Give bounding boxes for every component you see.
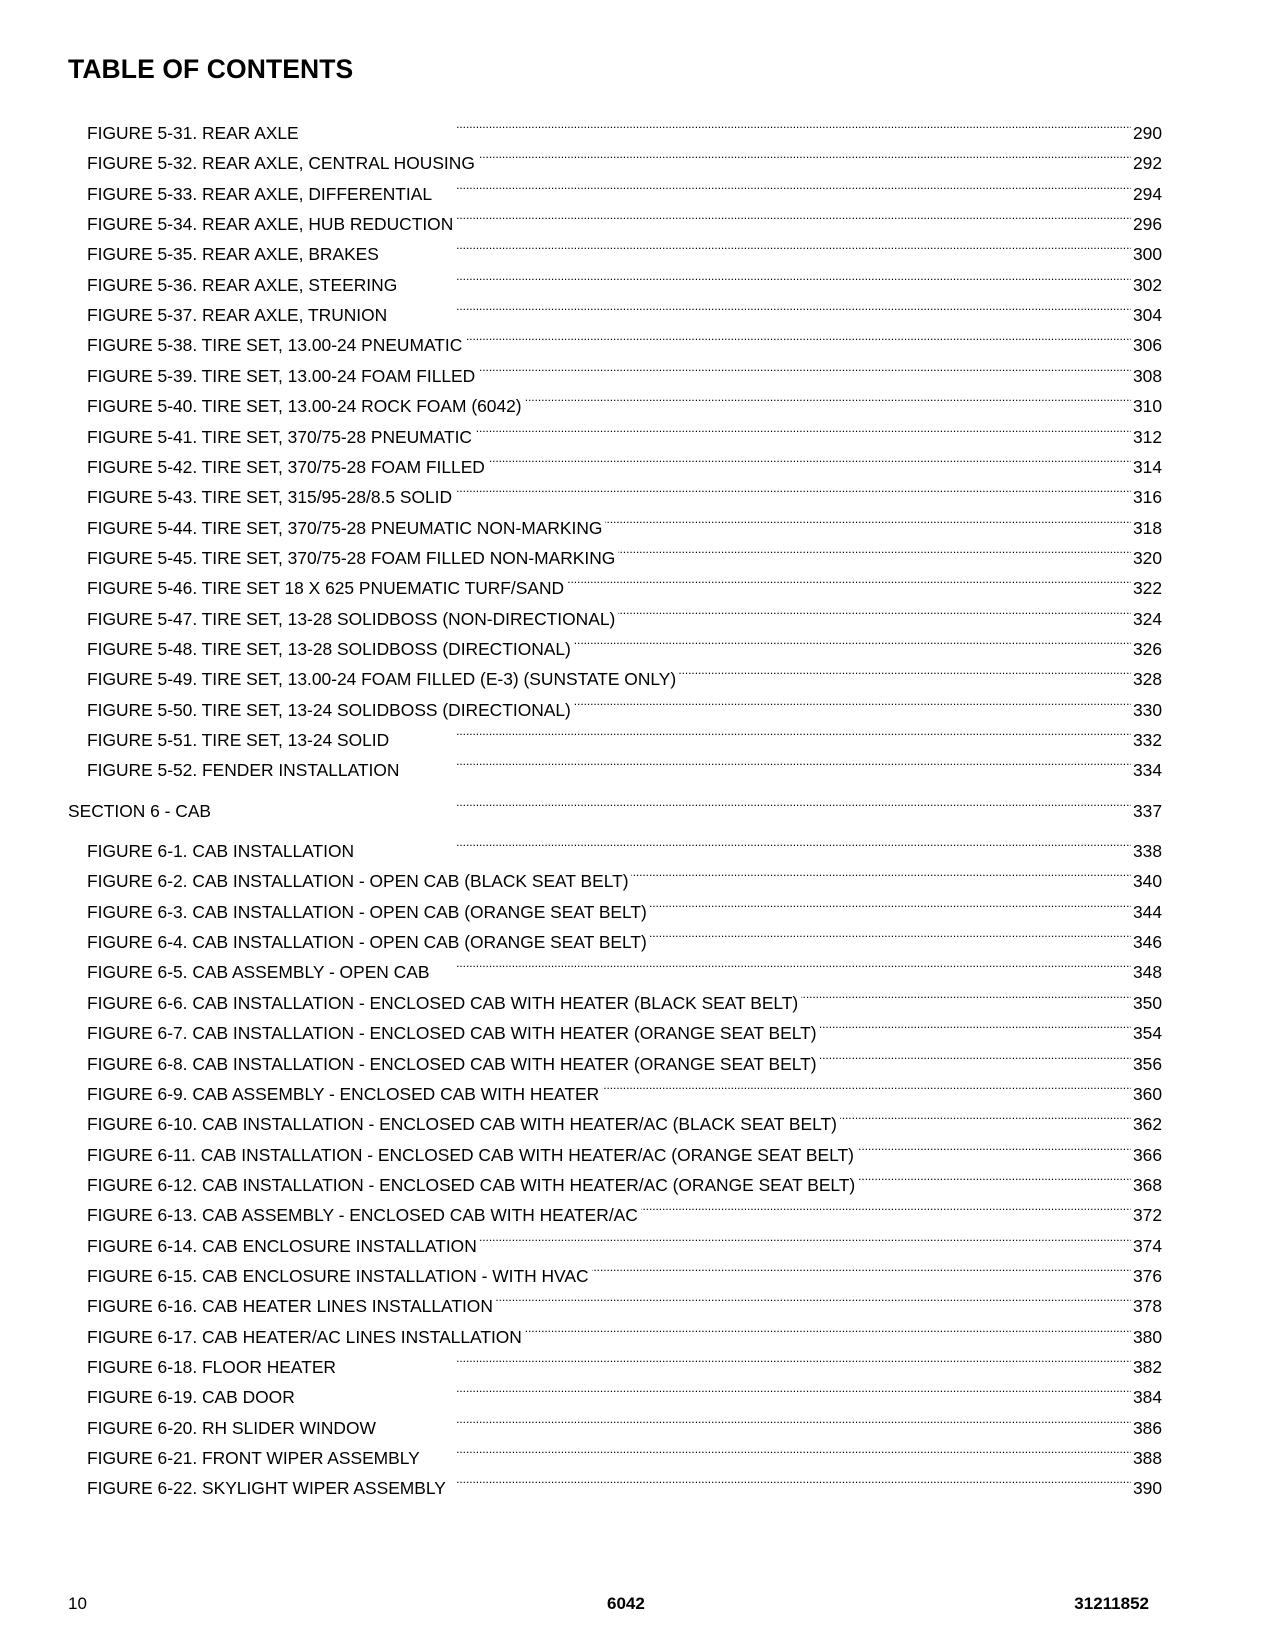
dot-leader	[435, 170, 1131, 200]
dot-leader	[475, 413, 1131, 443]
toc-entry[interactable]	[0, 827, 1275, 862]
dot-leader	[602, 1070, 1131, 1100]
toc-entry-label: FIGURE 6-12. CAB INSTALLATION - ENCLOSED CAB WITH HEATER/AC (ORANGE SEAT BELT)	[87, 1174, 856, 1195]
dot-leader	[618, 595, 1131, 625]
toc-entry[interactable]	[0, 230, 1275, 265]
toc-entry-label: FIGURE 6-9. CAB ASSEMBLY - ENCLOSED CAB WITH HEATER	[87, 1083, 600, 1104]
toc-entry-page: 314	[1132, 456, 1162, 477]
dot-leader	[402, 746, 1131, 776]
dot-leader	[379, 1404, 1131, 1434]
toc-entry[interactable]	[0, 1434, 1275, 1469]
toc-entry-label: FIGURE 5-44. TIRE SET, 370/75-28 PNEUMATIC NON-MARKING	[87, 517, 603, 538]
toc-entry[interactable]	[0, 1282, 1275, 1317]
toc-entry-label: FIGURE 5-46. TIRE SET 18 X 625 PNUEMATIC TURF/SAND	[87, 578, 565, 599]
toc-entry-page: 386	[1132, 1417, 1162, 1438]
toc-entry[interactable]	[0, 170, 1275, 204]
toc-entry-label: FIGURE 5-47. TIRE SET, 13-28 SOLIDBOSS (NON-DIRECTIONAL)	[87, 608, 616, 629]
toc-entry-label: FIGURE 6-19. CAB DOOR	[87, 1387, 295, 1408]
toc-entry-label: FIGURE 5-36. REAR AXLE, STEERING	[87, 274, 398, 295]
toc-entry-label: FIGURE 6-17. CAB HEATER/AC LINES INSTALLATION	[87, 1326, 522, 1347]
toc-entry[interactable]	[0, 1009, 1275, 1044]
toc-entry-label: FIGURE 5-49. TIRE SET, 13.00-24 FOAM FILLED (E-3) (SUNSTATE ONLY)	[87, 669, 677, 690]
dot-leader	[574, 625, 1131, 655]
dot-leader	[456, 200, 1131, 230]
toc-entry-label: FIGURE 6-8. CAB INSTALLATION - ENCLOSED CAB WITH HEATER (ORANGE SEAT BELT)	[87, 1053, 817, 1074]
toc-entry-label: FIGURE 5-45. TIRE SET, 370/75-28 FOAM FILLED NON-MARKING	[87, 547, 616, 568]
toc-entry-page: 337	[1132, 800, 1162, 821]
toc-entry-label: FIGURE 5-40. TIRE SET, 13.00-24 ROCK FOAM (6042)	[87, 396, 522, 417]
toc-entry[interactable]	[0, 625, 1275, 659]
toc-entry[interactable]	[0, 352, 1275, 386]
toc-entry-label: FIGURE 6-16. CAB HEATER LINES INSTALLATION	[87, 1296, 493, 1317]
toc-entry-page: 312	[1132, 426, 1162, 447]
dot-leader	[574, 686, 1131, 716]
toc-entry[interactable]	[0, 382, 1275, 417]
toc-entry[interactable]	[0, 109, 1275, 143]
dot-leader	[488, 443, 1131, 473]
toc-entry[interactable]	[0, 888, 1275, 922]
toc-entry[interactable]	[0, 1100, 1275, 1135]
toc-entry-page: 356	[1132, 1053, 1162, 1074]
toc-entry-label: FIGURE 6-6. CAB INSTALLATION - ENCLOSED CAB WITH HEATER (BLACK SEAT BELT)	[87, 992, 799, 1013]
dot-leader	[449, 1464, 1131, 1494]
toc-entry[interactable]	[0, 1222, 1275, 1256]
toc-entry[interactable]	[0, 1191, 1275, 1226]
toc-entry[interactable]	[0, 746, 1275, 781]
toc-entry-label: FIGURE 5-52. FENDER INSTALLATION	[87, 760, 400, 781]
toc-entry[interactable]	[0, 1252, 1275, 1286]
toc-entry-label: FIGURE 6-1. CAB INSTALLATION	[87, 841, 355, 862]
toc-entry-page: 380	[1132, 1326, 1162, 1347]
toc-entry[interactable]	[0, 1373, 1275, 1408]
toc-entry[interactable]	[0, 948, 1275, 983]
toc-entry-page: 338	[1132, 841, 1162, 862]
toc-entry-page: 316	[1132, 487, 1162, 508]
toc-entry-page: 304	[1132, 305, 1162, 326]
dot-leader	[339, 1343, 1131, 1373]
dot-leader	[605, 504, 1131, 534]
toc-entry-page: 324	[1132, 608, 1162, 629]
toc-entry-page: 326	[1132, 638, 1162, 659]
toc-entry-page: 382	[1132, 1357, 1162, 1377]
toc-entry-label: FIGURE 5-37. REAR AXLE, TRUNION	[87, 305, 388, 326]
toc-entry-page: 366	[1132, 1144, 1162, 1165]
toc-entry-label: FIGURE 5-33. REAR AXLE, DIFFERENTIAL	[87, 183, 433, 204]
toc-entry-label: FIGURE 5-43. TIRE SET, 315/95-28/8.5 SOLID	[87, 487, 453, 508]
toc-entry[interactable]	[0, 261, 1275, 295]
dot-leader	[478, 352, 1131, 382]
toc-entry[interactable]	[0, 443, 1275, 477]
toc-entry-label: FIGURE 6-15. CAB ENCLOSURE INSTALLATION - WITH HVAC	[87, 1265, 589, 1286]
toc-entry[interactable]	[0, 139, 1275, 174]
toc-entry[interactable]	[0, 1131, 1275, 1165]
toc-entry-page: 372	[1132, 1205, 1162, 1226]
footer-model: 6042	[607, 1594, 645, 1613]
toc-entry-page: 320	[1132, 547, 1162, 568]
dot-leader	[857, 1131, 1131, 1161]
dot-leader	[432, 948, 1131, 978]
dot-leader	[455, 473, 1131, 503]
dot-leader	[840, 1100, 1131, 1130]
toc-entry[interactable]	[0, 918, 1275, 953]
toc-entry-page: 290	[1132, 123, 1162, 143]
toc-entry-page: 368	[1132, 1174, 1162, 1195]
page-footer	[0, 1594, 1275, 1616]
dot-leader	[382, 230, 1131, 260]
toc-entry-page: 310	[1132, 396, 1162, 417]
toc-entry[interactable]	[0, 1070, 1275, 1104]
dot-leader	[298, 1373, 1131, 1403]
footer-doc-number: 31211852	[1074, 1594, 1149, 1613]
toc-entry[interactable]	[0, 979, 1275, 1013]
toc-entry-label: FIGURE 5-48. TIRE SET, 13-28 SOLIDBOSS (DIRECTIONAL)	[87, 638, 571, 659]
toc-entry-page: 332	[1132, 730, 1162, 750]
toc-entry-page: 322	[1132, 578, 1162, 599]
toc-entry-page: 350	[1132, 992, 1162, 1013]
dot-leader	[465, 321, 1131, 351]
toc-entry-page: 328	[1132, 669, 1162, 690]
toc-entry-label: FIGURE 6-22. SKYLIGHT WIPER ASSEMBLY	[87, 1478, 446, 1499]
dot-leader	[478, 139, 1131, 169]
toc-entry-page: 360	[1132, 1083, 1162, 1104]
toc-entry-label: FIGURE 5-31. REAR AXLE	[87, 123, 299, 143]
toc-entry-page: 308	[1132, 365, 1162, 386]
toc-entry-label: FIGURE 5-42. TIRE SET, 370/75-28 FOAM FILLED	[87, 456, 485, 477]
toc-entry[interactable]	[0, 1343, 1275, 1377]
toc-entry-label: FIGURE 5-35. REAR AXLE, BRAKES	[87, 244, 379, 265]
toc-entry[interactable]	[0, 504, 1275, 538]
toc-entry[interactable]	[0, 1404, 1275, 1438]
toc-entry-page: 374	[1132, 1235, 1162, 1256]
dot-leader	[496, 1282, 1131, 1312]
toc-entry[interactable]	[0, 716, 1275, 750]
toc-entry-page: 302	[1132, 274, 1162, 295]
dot-leader	[801, 979, 1131, 1009]
dot-leader	[592, 1252, 1131, 1282]
dot-leader	[858, 1161, 1131, 1191]
toc-entry-label: FIGURE 6-11. CAB INSTALLATION - ENCLOSED CAB WITH HEATER/AC (ORANGE SEAT BELT)	[87, 1144, 854, 1165]
toc-entry-label: FIGURE 6-4. CAB INSTALLATION - OPEN CAB (ORANGE SEAT BELT)	[87, 932, 647, 953]
dot-leader	[214, 787, 1131, 817]
toc-entry-label: FIGURE 6-2. CAB INSTALLATION - OPEN CAB (BLACK SEAT BELT)	[87, 871, 629, 892]
toc-entry[interactable]	[0, 473, 1275, 508]
toc-entry[interactable]	[0, 200, 1275, 235]
toc-entry-label: FIGURE 5-38. TIRE SET, 13.00-24 PNEUMATIC	[87, 335, 463, 356]
toc-section-entry[interactable]	[0, 787, 1275, 821]
toc-entry[interactable]	[0, 686, 1275, 720]
dot-leader	[392, 716, 1131, 746]
toc-entry-page: 300	[1132, 244, 1162, 265]
dot-leader	[390, 291, 1131, 321]
toc-entry-label: FIGURE 6-10. CAB INSTALLATION - ENCLOSED CAB WITH HEATER/AC (BLACK SEAT BELT)	[87, 1114, 837, 1135]
toc-entry-page: 354	[1132, 1023, 1162, 1044]
dot-leader	[618, 534, 1131, 564]
toc-entry-label: FIGURE 5-41. TIRE SET, 370/75-28 PNEUMATIC	[87, 426, 472, 447]
dot-leader	[679, 655, 1131, 685]
toc-entry-page: 306	[1132, 335, 1162, 356]
toc-entry-page: 346	[1132, 932, 1162, 953]
dot-leader	[650, 888, 1131, 918]
dot-leader	[525, 1313, 1131, 1343]
dot-leader	[567, 564, 1131, 594]
toc-entry[interactable]	[0, 1313, 1275, 1347]
dot-leader	[357, 827, 1131, 857]
toc-entry-page: 348	[1132, 962, 1162, 983]
toc-entry-page: 378	[1132, 1296, 1162, 1317]
footer-page-number: 10	[68, 1594, 87, 1613]
toc-entry[interactable]	[0, 1161, 1275, 1195]
toc-entry[interactable]	[0, 655, 1275, 690]
dot-leader	[631, 857, 1131, 887]
toc-entry-page: 294	[1132, 183, 1162, 204]
dot-leader	[423, 1434, 1131, 1464]
toc-entry-page: 344	[1132, 901, 1162, 922]
toc-entry-page: 388	[1132, 1448, 1162, 1469]
toc-entry[interactable]	[0, 564, 1275, 599]
toc-entry-label: FIGURE 6-20. RH SLIDER WINDOW	[87, 1417, 376, 1438]
toc-entry-page: 384	[1132, 1387, 1162, 1408]
dot-leader	[641, 1191, 1131, 1221]
toc-entry-page: 330	[1132, 699, 1162, 720]
toc-entry-page: 334	[1132, 760, 1162, 781]
toc-entry[interactable]	[0, 1464, 1275, 1499]
dot-leader	[400, 261, 1131, 291]
toc-entry[interactable]	[0, 534, 1275, 568]
dot-leader	[820, 1040, 1131, 1070]
toc-entry-label: FIGURE 6-21. FRONT WIPER ASSEMBLY	[87, 1448, 420, 1469]
toc-entry-page: 318	[1132, 517, 1162, 538]
toc-entry-label: FIGURE 5-51. TIRE SET, 13-24 SOLID	[87, 730, 390, 750]
dot-leader	[480, 1222, 1131, 1252]
toc-entry-label: SECTION 6 - CAB	[68, 800, 212, 821]
toc-entry[interactable]	[0, 291, 1275, 326]
dot-leader	[820, 1009, 1131, 1039]
toc-entry-label: FIGURE 5-32. REAR AXLE, CENTRAL HOUSING	[87, 153, 475, 174]
page-title: TABLE OF CONTENTS	[68, 54, 354, 84]
toc-entry-label: FIGURE 6-18. FLOOR HEATER	[87, 1357, 336, 1377]
toc-entry-page: 292	[1132, 153, 1162, 174]
dot-leader	[525, 382, 1131, 412]
toc-entry-page: 376	[1132, 1265, 1162, 1286]
toc-entry-label: FIGURE 6-14. CAB ENCLOSURE INSTALLATION	[87, 1235, 477, 1256]
toc-entry-label: FIGURE 6-13. CAB ASSEMBLY - ENCLOSED CAB WITH HEATER/AC	[87, 1205, 638, 1226]
toc-entry-label: FIGURE 5-34. REAR AXLE, HUB REDUCTION	[87, 214, 454, 235]
toc-entry[interactable]	[0, 321, 1275, 356]
toc-entry-label: FIGURE 6-7. CAB INSTALLATION - ENCLOSED CAB WITH HEATER (ORANGE SEAT BELT)	[87, 1023, 817, 1044]
toc-entry-page: 340	[1132, 871, 1162, 892]
dot-leader	[650, 918, 1131, 948]
toc-entry[interactable]	[0, 413, 1275, 447]
toc-entry-page: 390	[1132, 1478, 1162, 1499]
toc-entry-label: FIGURE 6-3. CAB INSTALLATION - OPEN CAB (ORANGE SEAT BELT)	[87, 901, 647, 922]
toc-entry-label: FIGURE 5-39. TIRE SET, 13.00-24 FOAM FILLED	[87, 365, 476, 386]
toc-entry-label: FIGURE 6-5. CAB ASSEMBLY - OPEN CAB	[87, 962, 430, 983]
dot-leader	[302, 109, 1131, 139]
toc-entry-page: 296	[1132, 214, 1162, 235]
toc-entry-label: FIGURE 5-50. TIRE SET, 13-24 SOLIDBOSS (DIRECTIONAL)	[87, 699, 571, 720]
toc-entry[interactable]	[0, 595, 1275, 629]
toc-entry[interactable]	[0, 1040, 1275, 1074]
toc-entry[interactable]	[0, 857, 1275, 892]
toc-entry-page: 362	[1132, 1114, 1162, 1135]
